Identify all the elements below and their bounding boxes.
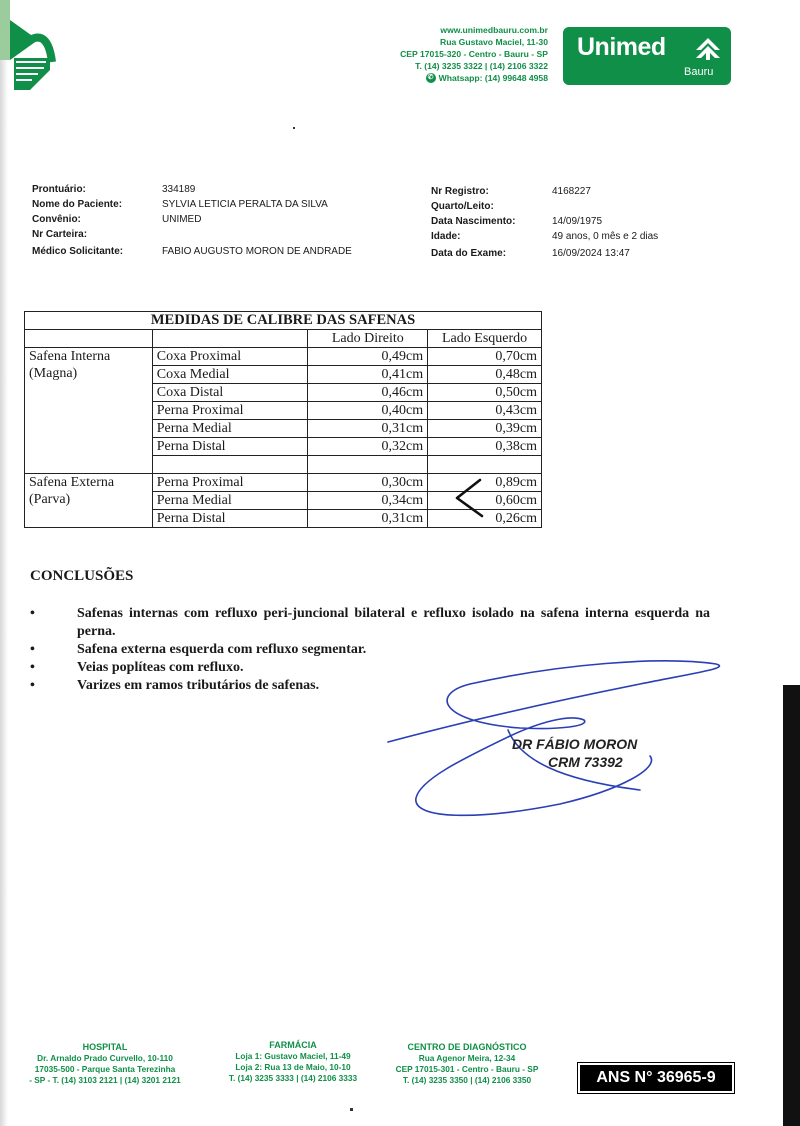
label-idade: Idade: — [431, 231, 461, 242]
footer-line: Loja 2: Rua 13 de Maio, 10-10 — [235, 1062, 351, 1072]
footer-diagnostico — [384, 1042, 550, 1086]
table-title: MEDIDAS DE CALIBRE DAS SAFENAS — [25, 312, 542, 330]
footer-hospital — [16, 1042, 194, 1086]
right-value-cell: 0,49cm — [308, 348, 428, 366]
conclusion-item: • Safenas internas com refluxo peri-juncional bilateral e refluxo isolado na safena interna esquerda na perna. — [30, 605, 710, 641]
label-registro: Nr Registro: — [431, 186, 489, 197]
group-subname: (Parva) — [29, 492, 71, 507]
logo-city: Bauru — [684, 66, 714, 78]
value-registro: 4168227 — [552, 186, 591, 197]
segment-cell: Perna Proximal — [152, 474, 308, 492]
value-convenio: UNIMED — [162, 214, 202, 225]
footer-line: Dr. Arnaldo Prado Curvello, 10-110 — [37, 1053, 173, 1063]
logo-name: Unimed — [577, 33, 666, 61]
footer-title: CENTRO DE DIAGNÓSTICO — [407, 1042, 527, 1052]
right-value-cell: 0,41cm — [308, 366, 428, 384]
right-value-cell: 0,31cm — [308, 420, 428, 438]
header-lado-direito: Lado Direito — [308, 330, 428, 348]
ans-badge: ANS N° 36965-9 — [578, 1063, 734, 1093]
group-name: Safena Interna — [29, 349, 111, 364]
conclusions-title: CONCLUSÕES — [30, 568, 134, 584]
header-address: Rua Gustavo Maciel, 11-30 — [440, 37, 548, 47]
conclusion-item: • Varizes em ramos tributários de safenas. — [30, 677, 710, 695]
left-value-cell: 0,38cm — [428, 438, 542, 456]
label-nascimento: Data Nascimento: — [431, 216, 516, 227]
group-subname: (Magna) — [29, 366, 78, 381]
label-nome: Nome do Paciente: — [32, 199, 123, 210]
segment-cell: Perna Distal — [152, 438, 308, 456]
segment-cell: Perna Distal — [152, 510, 308, 528]
value-prontuario: 334189 — [162, 184, 196, 195]
footer-line: Loja 1: Gustavo Maciel, 11-49 — [235, 1051, 351, 1061]
value-exame: 16/09/2024 13:47 — [552, 248, 630, 259]
label-carteira: Nr Carteira: — [32, 229, 88, 240]
footer-title: FARMÁCIA — [269, 1040, 317, 1050]
right-value-cell: 0,46cm — [308, 384, 428, 402]
group-name: Safena Externa — [29, 475, 115, 490]
footer-line: T. (14) 3235 3333 | (14) 2106 3333 — [228, 1073, 358, 1083]
segment-cell: Perna Proximal — [152, 402, 308, 420]
value-nome: SYLVIA LETICIA PERALTA DA SILVA — [162, 199, 328, 210]
website-link[interactable]: www.unimedbauru.com.br — [440, 25, 548, 35]
left-value-cell: 0,50cm — [428, 384, 542, 402]
signature-name: DR FÁBIO MORON — [512, 736, 638, 752]
left-value-cell: 0,70cm — [428, 348, 542, 366]
header-phones: T. (14) 3235 3322 | (14) 2106 3322 — [415, 61, 548, 71]
left-value-cell: 0,48cm — [428, 366, 542, 384]
header-cep: CEP 17015-320 - Centro - Bauru - SP — [400, 49, 548, 59]
right-value-cell: 0,31cm — [308, 510, 428, 528]
value-idade: 49 anos, 0 mês e 2 dias — [552, 231, 659, 242]
label-convenio: Convênio: — [32, 214, 81, 225]
right-value-cell: 0,30cm — [308, 474, 428, 492]
footer-line: Rua Agenor Meira, 12-34 — [418, 1053, 516, 1063]
segment-cell: Coxa Medial — [152, 366, 308, 384]
right-value-cell: 0,40cm — [308, 402, 428, 420]
label-medico: Médico Solicitante: — [32, 246, 124, 257]
left-value-cell: 0,26cm — [428, 510, 542, 528]
footer-line: CEP 17015-301 - Centro - Bauru - SP — [395, 1064, 539, 1074]
left-value-cell: 0,89cm — [428, 474, 542, 492]
label-prontuario: Prontuário: — [32, 184, 86, 195]
left-value-cell: 0,43cm — [428, 402, 542, 420]
right-value-cell: 0,34cm — [308, 492, 428, 510]
whatsapp-icon: ✆ — [426, 73, 436, 83]
header-lado-esquerdo: Lado Esquerdo — [428, 330, 542, 348]
left-value-cell: 0,39cm — [428, 420, 542, 438]
label-exame: Data do Exame: — [431, 248, 507, 259]
scan-speck — [350, 1108, 353, 1111]
value-nascimento: 14/09/1975 — [552, 216, 603, 227]
footer-line: T. (14) 3235 3350 | (14) 2106 3350 — [402, 1075, 532, 1085]
segment-cell: Perna Medial — [152, 492, 308, 510]
segment-cell: Coxa Distal — [152, 384, 308, 402]
value-medico: FABIO AUGUSTO MORON DE ANDRADE — [162, 246, 352, 257]
left-value-cell: 0,60cm — [428, 492, 542, 510]
segment-cell: Perna Medial — [152, 420, 308, 438]
footer-farmacia — [206, 1040, 380, 1084]
footer-title: HOSPITAL — [82, 1042, 128, 1052]
label-quarto: Quarto/Leito: — [431, 201, 494, 212]
signature-crm: CRM 73392 — [548, 754, 623, 770]
conclusion-item: • Safena externa esquerda com refluxo segmentar. — [30, 641, 710, 659]
right-value-cell: 0,32cm — [308, 438, 428, 456]
whatsapp-text: Whatsapp: (14) 99648 4958 — [438, 73, 548, 83]
segment-cell: Coxa Proximal — [152, 348, 308, 366]
footer-line: 17035-500 - Parque Santa Terezinha — [34, 1064, 176, 1074]
footer-line: - SP - T. (14) 3103 2121 | (14) 3201 2121 — [29, 1075, 181, 1085]
conclusion-item: • Veias poplíteas com refluxo. — [30, 659, 710, 677]
